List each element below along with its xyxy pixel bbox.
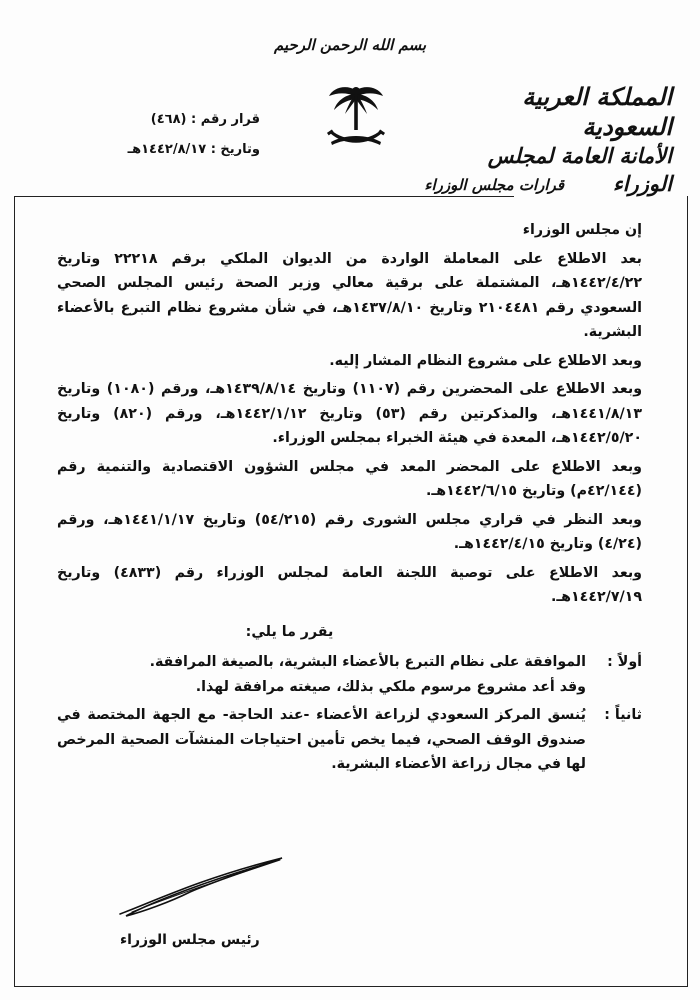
kingdom-name: المملكة العربية السعودية: [522, 82, 672, 141]
decision-body: [57, 218, 642, 777]
basmala: بسم الله الرحمن الرحيم: [273, 36, 427, 54]
clause-second: [57, 703, 642, 777]
decisions-tag: قرارات مجلس الوزراء: [418, 176, 570, 194]
paragraph-1: بعد الاطلاع على المعاملة الواردة من الديوان الملكي برقم ٢٢٢١٨ وتاريخ ١٤٤٢/٤/٢٢هـ، المشتملة على برقية معالي وزير الصحة رئيس المجلس الصحي السعودي رقم ٢١٠٤٤٨١ وتاريخ ١٤٣٧/٨/١٠هـ، في شأن مشروع نظام التبرع بالأعضاء البشرية.: [57, 250, 643, 340]
paragraph-5: وبعد النظر في قراري مجلس الشورى رقم (٥٤/٢١٥) وتاريخ ١٤٤١/١/١٧هـ، ورقم (٤/٢٤) وتاريخ ١٤٤٢/٤/١٥هـ.: [57, 511, 642, 552]
clause-second-text: يُنسق المركز السعودي لزراعة الأعضاء -عند الحاجة- مع الجهة المختصة في صندوق الوقف الصحي، فيما يخص تأمين احتياجات المنشآت الصحية المرخص لها في مجال زراعة الأعضاء البشرية.: [57, 707, 586, 772]
decision-reference: [110, 105, 260, 165]
saudi-emblem-icon: [325, 80, 387, 160]
clause-second-label: ثانياً :: [604, 707, 642, 723]
decision-number-row: [110, 105, 260, 135]
secretariat-name: الأمانة العامة لمجلس الوزراء: [487, 143, 672, 196]
decision-number: (٤٦٨): [150, 112, 187, 127]
signer-title: رئيس مجلس الوزراء: [120, 932, 260, 948]
paragraph-3: وبعد الاطلاع على المحضرين رقم (١١٠٧) وتاريخ ١٤٣٩/٨/١٤هـ، ورقم (١٠٨٠) وتاريخ ١٤٤١/٨/١٣هـ، والمذكرتين رقم (٥٣) وتاريخ ١٤٤٢/١/١٢هـ، ورقم (٨٢٠) وتاريخ ١٤٤٢/٥/٢٠هـ، المعدة في هيئة الخبراء بمجلس الوزراء.: [57, 381, 643, 446]
decision-number-label: قرار رقم :: [191, 112, 260, 127]
paragraph-4: وبعد الاطلاع على المحضر المعد في مجلس الشؤون الاقتصادية والتنمية رقم (٤٢/١٤٤م) وتاريخ ١٤٤٢/٦/١٥هـ.: [57, 458, 642, 499]
paragraph-6: وبعد الاطلاع على توصية اللجنة العامة لمجلس الوزراء رقم (٤٨٣٣) وتاريخ ١٤٤٢/٧/١٩هـ.: [57, 564, 642, 605]
signature-icon: [112, 852, 292, 922]
decision-date-row: [110, 135, 260, 165]
decides-heading: يقرر ما يلي:: [245, 623, 334, 640]
paragraph-2: وبعد الاطلاع على مشروع النظام المشار إليه.: [329, 352, 642, 369]
clause-first-label: أولاً :: [607, 654, 642, 670]
clause-first-text: الموافقة على نظام التبرع بالأعضاء البشرية، بالصيغة المرافقة.: [149, 654, 586, 670]
opening-line: إن مجلس الوزراء: [522, 222, 642, 238]
clause-first: [57, 650, 642, 675]
decision-date: ١٤٤٢/٨/١٧هـ: [127, 142, 207, 157]
decision-date-label: وتاريخ :: [210, 142, 260, 157]
clause-first-note: وقد أعد مشروع مرسوم ملكي بذلك، صيغته مرافقة لهذا.: [195, 678, 586, 695]
